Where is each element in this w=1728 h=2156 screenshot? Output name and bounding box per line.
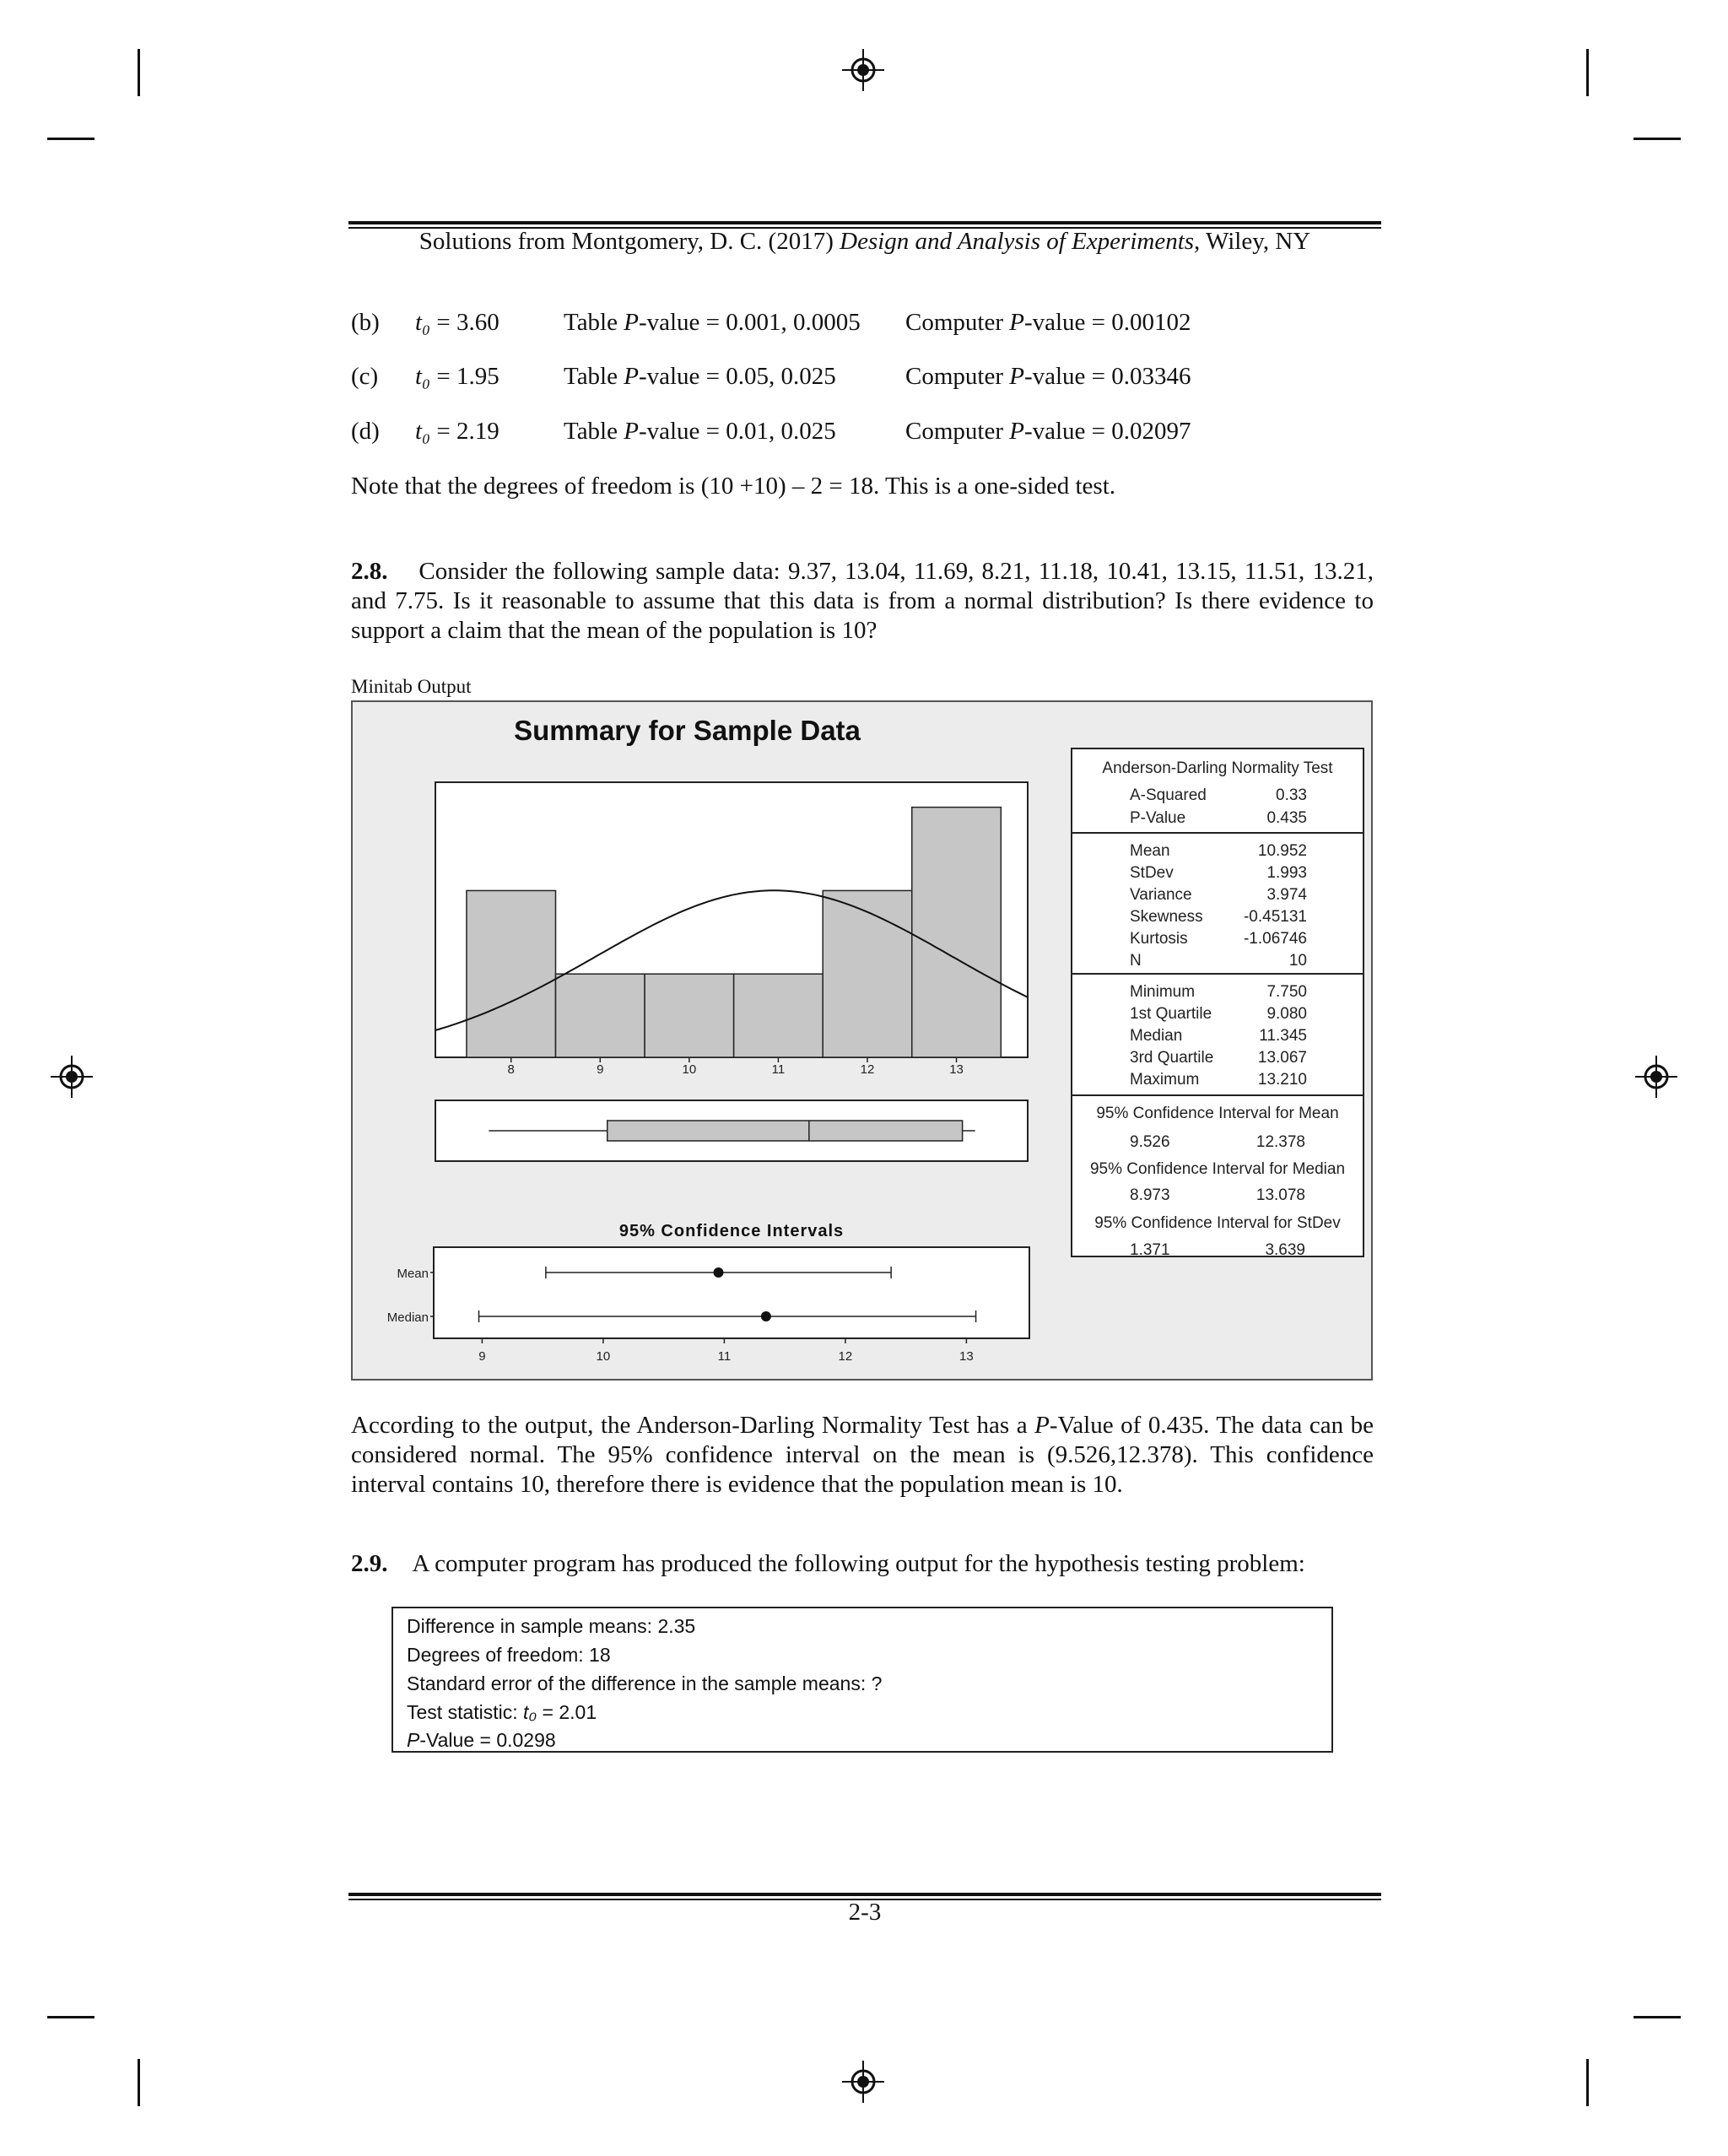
df-note: Note that the degrees of freedom is (10 +10) – 2 = 18. This is a one-sided test. [351, 473, 1115, 500]
result-t-value: t₀ = 1.95 [415, 363, 500, 390]
stat-row: Variance 3.974 [1130, 886, 1307, 904]
crop-mark [1586, 2059, 1589, 2106]
ci-row-label: Mean [397, 1267, 429, 1281]
ad-test-title: Anderson-Darling Normality Test [1102, 759, 1333, 777]
x-tick-label: 12 [860, 1062, 875, 1077]
x-tick-label: 13 [949, 1062, 964, 1077]
result-table-p: Table P-value = 0.01, 0.025 [564, 418, 836, 445]
x-tick-label: 12 [838, 1349, 853, 1364]
x-tick-label: 13 [959, 1349, 974, 1364]
ci-median-lower: 8.973 [1130, 1186, 1170, 1204]
output-line: Difference in sample means: 2.35 [407, 1615, 696, 1637]
crop-mark [1634, 138, 1681, 140]
histogram-bar [467, 890, 556, 1057]
result-t-value: t₀ = 3.60 [415, 309, 500, 336]
output-line: P-Value = 0.0298 [407, 1729, 556, 1751]
result-row: (d) [351, 418, 380, 445]
registration-mark-icon [842, 49, 884, 91]
boxplot-chart [434, 1099, 1029, 1163]
stat-row: Maximum 13.210 [1130, 1071, 1307, 1089]
histogram-bar [645, 974, 734, 1057]
output-line: Test statistic: t₀ = 2.01 [407, 1701, 597, 1723]
crop-mark [138, 2059, 140, 2106]
x-tick-label: 10 [596, 1349, 611, 1364]
crop-mark [138, 49, 140, 96]
stat-row: Mean 10.952 [1130, 842, 1307, 860]
x-tick-label: 8 [507, 1062, 515, 1077]
quartile-section [1072, 975, 1363, 1096]
ci-frame [434, 1247, 1029, 1338]
x-tick-label: 10 [682, 1062, 697, 1077]
x-tick-label: 9 [597, 1062, 604, 1077]
x-tick-label: 9 [478, 1349, 486, 1364]
ci-stdev-title: 95% Confidence Interval for StDev [1094, 1214, 1341, 1232]
conclusion-paragraph: According to the output, the Anderson-Darling Normality Test has a P-Value of 0.435. The data can be considered normal. The 95% confidence interval on the mean is (9.526,12.378). This confidence interval contains 10, therefore there is evidence that the population mean is 10. [351, 1412, 1374, 1498]
stat-row: P-Value 0.435 [1130, 809, 1307, 827]
x-tick-label: 11 [771, 1062, 786, 1077]
ci-section [1072, 1096, 1363, 1259]
histogram-chart [434, 781, 1029, 1077]
page-number: 2-3 [848, 1899, 882, 1926]
ci-mean-upper: 12.378 [1256, 1133, 1305, 1151]
stat-row: 3rd Quartile 13.067 [1130, 1049, 1307, 1067]
ci-chart-title: 95% Confidence Intervals [618, 1222, 845, 1240]
histogram-bar [734, 974, 824, 1057]
histogram-bar [556, 974, 645, 1057]
problem-2-8: 2.8. Consider the following sample data: 9.37, 13.04, 11.69, 8.21, 11.18, 10.41, 13.15, 11.51, 13.21, and 7.75. Is it reasonable to assume that this data is from a normal distribution? Is there evidence to support a claim that the mean of the population is 10? [351, 558, 1374, 644]
result-row: (b) [351, 309, 380, 336]
result-computer-p: Computer P-value = 0.03346 [905, 363, 1191, 390]
result-computer-p: Computer P-value = 0.00102 [905, 309, 1191, 336]
output-line: Standard error of the difference in the sample means: ? [407, 1672, 883, 1694]
crop-mark [1586, 49, 1589, 96]
registration-mark-icon [51, 1056, 93, 1098]
ci-median-upper: 13.078 [1256, 1186, 1305, 1204]
ci-point-estimate [714, 1267, 724, 1278]
stats-summary-box [1071, 748, 1364, 1257]
chart-title: Summary for Sample Data [514, 715, 861, 746]
result-t-value: t₀ = 2.19 [415, 418, 500, 445]
problem-2-9: 2.9. A computer program has produced the following output for the hypothesis testing problem: [351, 1550, 1305, 1577]
crop-mark [1634, 2016, 1681, 2018]
result-row: (c) [351, 363, 379, 390]
ci-stdev-upper: 3.639 [1265, 1241, 1305, 1259]
stat-row: N 10 [1130, 952, 1307, 970]
ci-mean-title: 95% Confidence Interval for Mean [1096, 1105, 1339, 1122]
stat-row: Kurtosis -1.06746 [1130, 930, 1307, 948]
stat-row: Minimum 7.750 [1130, 983, 1307, 1001]
stat-row: A-Squared 0.33 [1130, 786, 1307, 804]
x-tick-label: 11 [717, 1349, 732, 1364]
histogram-bar [912, 808, 1002, 1057]
program-output-box [392, 1607, 1333, 1753]
ad-test-section [1072, 749, 1363, 834]
confidence-interval-chart [371, 1246, 1038, 1364]
minitab-label: Minitab Output [351, 676, 472, 697]
ci-row-label: Median [386, 1310, 429, 1325]
ci-median-title: 95% Confidence Interval for Median [1089, 1160, 1346, 1178]
registration-mark-icon [1635, 1056, 1677, 1098]
output-line: Degrees of freedom: 18 [407, 1644, 611, 1666]
stat-row: Skewness -0.45131 [1130, 908, 1307, 926]
descriptive-section [1072, 834, 1363, 975]
crop-mark [47, 2016, 94, 2018]
boxplot-box [608, 1121, 963, 1141]
histogram-bar [823, 890, 912, 1057]
stat-row: StDev 1.993 [1130, 864, 1307, 882]
crop-mark [47, 138, 94, 140]
result-table-p: Table P-value = 0.05, 0.025 [564, 363, 836, 390]
ci-stdev-lower: 1.371 [1130, 1241, 1170, 1259]
result-table-p: Table P-value = 0.001, 0.0005 [564, 309, 861, 336]
stat-row: 1st Quartile 9.080 [1130, 1005, 1307, 1023]
ci-mean-lower: 9.526 [1130, 1133, 1170, 1151]
page-header: Solutions from Montgomery, D. C. (2017) Design and Analysis of Experiments, Wiley, NY [418, 228, 1311, 255]
stat-row: Median 11.345 [1130, 1027, 1307, 1045]
result-computer-p: Computer P-value = 0.02097 [905, 418, 1191, 445]
ci-point-estimate [761, 1311, 771, 1321]
registration-mark-icon [842, 2061, 884, 2103]
